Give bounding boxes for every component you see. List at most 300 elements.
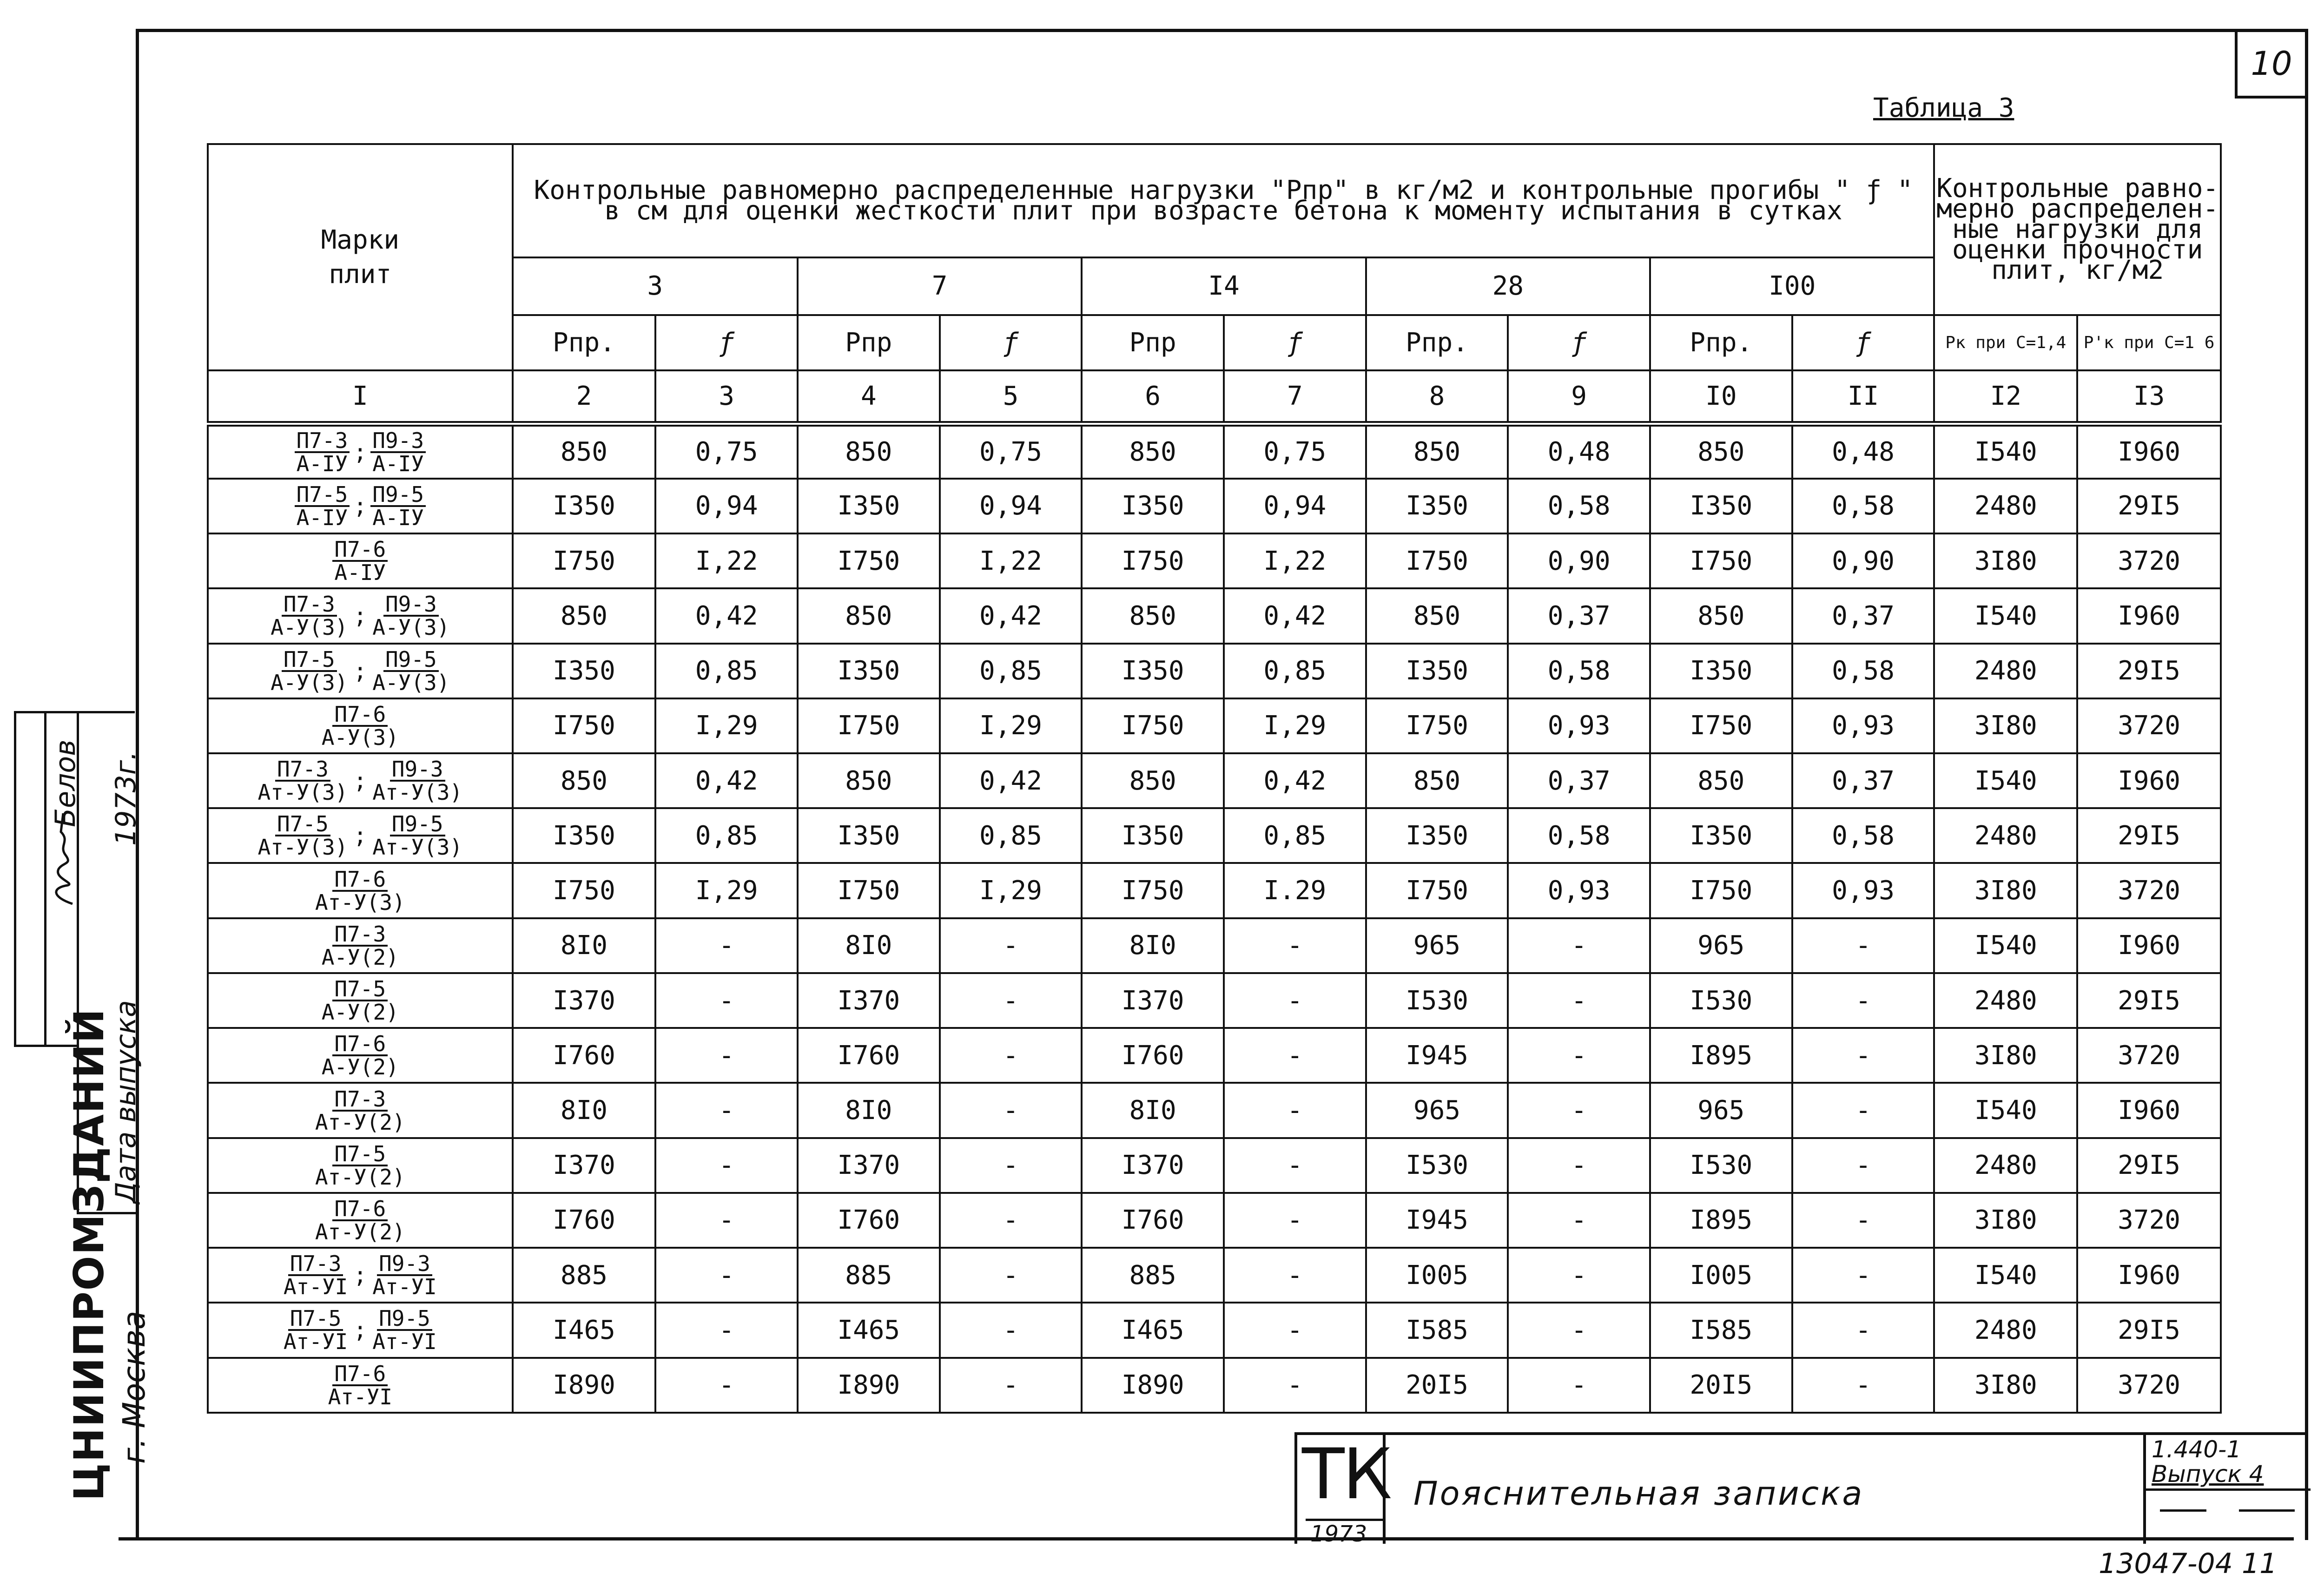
slab-mark-steel: А-У(2)	[321, 1000, 399, 1025]
load-value: I960	[2077, 918, 2221, 973]
deflection-header: ƒ	[940, 315, 1082, 370]
mark-separator: ;	[353, 603, 367, 629]
load-header: Pпр.	[1366, 315, 1508, 370]
deflection-header: ƒ	[1792, 315, 1934, 370]
slab-mark	[313, 1088, 407, 1133]
load-value: 29I5	[2077, 1303, 2221, 1357]
slab-mark-type: П7-3	[332, 923, 388, 947]
load-value: 3720	[2077, 863, 2221, 918]
load-value: 965	[1650, 918, 1792, 973]
table-row	[208, 533, 2221, 588]
table-row	[208, 918, 2221, 973]
load-value: I370	[798, 1138, 940, 1193]
age-header: I00	[1650, 257, 1934, 315]
stiffness-header: Контрольные равномерно распределенные нагрузки "Рпр" в кг/м2 и контрольные прогибы " ƒ " в см для оценки жесткости плит при возрасте бетона к моменту испытания в сутках	[513, 144, 1934, 257]
deflection-value: I,29	[940, 863, 1082, 918]
deflection-value: -	[1792, 1248, 1934, 1303]
stamp-border	[44, 711, 46, 1046]
slab-marks-cell	[208, 1303, 513, 1357]
slab-mark-steel: Ат-УI	[328, 1384, 393, 1409]
slab-marks-cell	[208, 808, 513, 863]
load-value: I540	[1934, 588, 2077, 643]
load-value: I895	[1650, 1193, 1792, 1248]
load-value: 3720	[2077, 1028, 2221, 1083]
slab-mark	[295, 481, 350, 530]
slab-mark-type: П7-3	[288, 1253, 343, 1276]
load-value: 3I80	[1934, 1358, 2077, 1413]
deflection-value: -	[655, 1193, 798, 1248]
load-value: 850	[1650, 753, 1792, 808]
table-row	[208, 424, 2221, 479]
load-value: 29I5	[2077, 973, 2221, 1028]
slab-mark-type: П7-5	[275, 813, 330, 836]
slab-marks-cell	[208, 698, 513, 753]
deflection-value: 0,58	[1508, 808, 1650, 863]
slab-mark	[370, 1251, 438, 1300]
load-value: I370	[513, 1138, 656, 1193]
deflection-value: 0,94	[940, 479, 1082, 533]
slab-mark	[256, 813, 350, 858]
load-value: I350	[513, 479, 656, 533]
dash-mark	[2160, 1509, 2206, 1512]
load-value: 20I5	[1650, 1358, 1792, 1413]
slab-mark-type: П7-5	[288, 1308, 343, 1331]
deflection-value: -	[1224, 1028, 1366, 1083]
load-value: I760	[513, 1193, 656, 1248]
table-row	[208, 1248, 2221, 1303]
deflection-value: I,29	[1224, 698, 1366, 753]
deflection-value: -	[1792, 1193, 1934, 1248]
slab-marks-cell	[208, 1083, 513, 1138]
slab-mark-steel: А-У(3)	[372, 670, 450, 695]
deflection-value: 0,58	[1792, 479, 1934, 533]
load-value: 3I80	[1934, 533, 2077, 588]
load-value: 850	[513, 753, 656, 808]
load-value: I960	[2077, 1248, 2221, 1303]
deflection-value: 0,58	[1508, 479, 1650, 533]
load-value: 8I0	[513, 918, 656, 973]
slab-mark-type: П7-6	[332, 704, 388, 727]
column-number: I3	[2077, 370, 2221, 423]
deflection-value: -	[940, 1028, 1082, 1083]
column-number: 2	[513, 370, 656, 423]
series-code: 1.440-1	[2152, 1436, 2241, 1463]
mark-separator: ;	[353, 768, 367, 794]
load-value: 885	[513, 1248, 656, 1303]
load-value: I760	[1082, 1193, 1224, 1248]
deflection-value: -	[940, 1138, 1082, 1193]
column-number: 9	[1508, 370, 1650, 423]
slab-mark-steel: А-IУ	[296, 451, 348, 476]
slab-mark-steel: А-IУ	[296, 505, 348, 530]
load-value: 885	[798, 1248, 940, 1303]
load-value: 850	[1366, 588, 1508, 643]
load-value: I540	[1934, 918, 2077, 973]
deflection-value: -	[940, 973, 1082, 1028]
load-value: I890	[798, 1358, 940, 1413]
load-value: I350	[798, 479, 940, 533]
load-header: Pпр.	[513, 315, 656, 370]
deflection-value: -	[1224, 1248, 1366, 1303]
slab-marks-cell	[208, 1248, 513, 1303]
city: г. Москва	[116, 1310, 152, 1464]
deflection-value: -	[940, 1248, 1082, 1303]
slab-marks-cell	[208, 973, 513, 1028]
load-value: 8I0	[1082, 918, 1224, 973]
load-value: I895	[1650, 1028, 1792, 1083]
load-header: Pпр	[798, 315, 940, 370]
load-value: 2480	[1934, 973, 2077, 1028]
slab-marks-cell	[208, 588, 513, 643]
slab-mark	[313, 1143, 407, 1188]
load-value: 850	[1650, 424, 1792, 479]
deflection-header: ƒ	[1224, 315, 1366, 370]
deflection-value: 0,58	[1792, 808, 1934, 863]
load-value: 8I0	[798, 1083, 940, 1138]
load-value: 965	[1366, 918, 1508, 973]
slab-mark-steel: Ат-У(3)	[257, 780, 348, 805]
deflection-value: -	[1224, 1358, 1366, 1413]
table-row	[208, 1358, 2221, 1413]
slab-mark-steel: А-IУ	[372, 451, 424, 476]
mark-separator: ;	[353, 1262, 367, 1289]
deflection-header: ƒ	[1508, 315, 1650, 370]
strength-header: Контрольные равно- мерно распределен- ные нагрузки для оценки прочности плит, кг/м2	[1934, 144, 2221, 315]
load-value: 8I0	[798, 918, 940, 973]
age-header: 28	[1366, 257, 1650, 315]
deflection-value: -	[655, 1083, 798, 1138]
deflection-value: 0,85	[655, 644, 798, 698]
column-number: I0	[1650, 370, 1792, 423]
deflection-value: -	[655, 918, 798, 973]
deflection-value: 0,42	[1224, 753, 1366, 808]
load-value: I530	[1650, 973, 1792, 1028]
slab-marks-cell	[208, 918, 513, 973]
load-value: I005	[1650, 1248, 1792, 1303]
deflection-value: 0,94	[1224, 479, 1366, 533]
deflection-value: 0,42	[655, 588, 798, 643]
slab-mark-type: П7-5	[295, 484, 350, 507]
deflection-value: 0,85	[1224, 644, 1366, 698]
load-value: I760	[1082, 1028, 1224, 1083]
slab-mark	[269, 646, 350, 695]
deflection-value: -	[1224, 1303, 1366, 1357]
load-value: I960	[2077, 753, 2221, 808]
slab-mark	[370, 1306, 438, 1355]
deflection-value: -	[1792, 918, 1934, 973]
slab-marks-cell	[208, 1358, 513, 1413]
slab-mark	[370, 813, 464, 858]
table-title: Таблица 3	[1873, 93, 2014, 123]
load-value: 850	[1366, 753, 1508, 808]
slab-mark-type: П9-5	[370, 484, 426, 507]
slab-mark-steel: Ат-У(3)	[257, 835, 348, 860]
slab-mark-type: П9-5	[377, 1308, 432, 1331]
load-value: I350	[1366, 644, 1508, 698]
table-row	[208, 1193, 2221, 1248]
slab-mark-type: П9-5	[383, 649, 439, 672]
deflection-value: 0,75	[940, 424, 1082, 479]
deflection-value: -	[1508, 973, 1650, 1028]
slab-mark	[370, 758, 464, 803]
load-value: 8I0	[1082, 1083, 1224, 1138]
dash-mark	[2239, 1509, 2295, 1512]
load-value: 850	[513, 424, 656, 479]
slab-mark	[256, 758, 350, 803]
load-value: I350	[798, 644, 940, 698]
load-value: I350	[1650, 808, 1792, 863]
load-value: 8I0	[513, 1083, 656, 1138]
deflection-value: 0,42	[940, 753, 1082, 808]
table-row	[208, 1083, 2221, 1138]
slab-mark-steel: Ат-УI	[372, 1274, 437, 1300]
load-value: I540	[1934, 1083, 2077, 1138]
table-row	[208, 973, 2221, 1028]
stamp-year: 1973г.	[110, 751, 142, 846]
load-header: Pпр.	[1650, 315, 1792, 370]
load-value: I465	[1082, 1303, 1224, 1357]
load-value: I750	[513, 533, 656, 588]
column-number: II	[1792, 370, 1934, 423]
load-value: I750	[798, 863, 940, 918]
tk-box	[1297, 1434, 1391, 1547]
load-value: I350	[513, 808, 656, 863]
slab-mark-steel: Ат-У(2)	[315, 1219, 405, 1244]
deflection-value: I,22	[1224, 533, 1366, 588]
slab-mark	[282, 1306, 350, 1355]
age-header: 7	[798, 257, 1082, 315]
deflection-value: I,29	[655, 698, 798, 753]
load-value: I540	[1934, 1248, 2077, 1303]
archive-number: 13047-04 11	[2099, 1547, 2278, 1580]
table-row	[208, 1138, 2221, 1193]
slab-mark-type: П7-5	[282, 649, 337, 672]
load-value: I750	[1366, 863, 1508, 918]
slab-mark-steel: А-У(3)	[271, 670, 348, 695]
deflection-value: -	[1508, 1248, 1650, 1303]
slab-mark	[320, 923, 401, 968]
slab-mark-steel: А-У(3)	[321, 724, 399, 750]
slab-mark-type: П9-3	[377, 1253, 432, 1276]
deflection-value: -	[940, 1358, 1082, 1413]
slab-marks-cell	[208, 753, 513, 808]
deflection-value: -	[940, 1083, 1082, 1138]
load-value: I750	[1366, 533, 1508, 588]
slab-mark-steel: Ат-У(3)	[315, 889, 405, 915]
slab-mark-type: П9-5	[390, 813, 445, 836]
column-number: I	[208, 370, 513, 423]
slab-mark-type: П7-5	[332, 1143, 388, 1166]
load-value: I960	[2077, 1083, 2221, 1138]
tk-logo: ТК	[1302, 1434, 1391, 1515]
deflection-value: -	[655, 1138, 798, 1193]
load-value: 2480	[1934, 644, 2077, 698]
load-value: 2480	[1934, 479, 2077, 533]
deflection-value: 0,58	[1792, 644, 1934, 698]
table-body	[208, 424, 2221, 1413]
sheet-number: 10	[2235, 29, 2308, 99]
deflection-value: -	[1508, 1028, 1650, 1083]
deflection-value: 0,75	[655, 424, 798, 479]
load-value: 3720	[2077, 698, 2221, 753]
deflection-value: 0,48	[1792, 424, 1934, 479]
slab-mark	[370, 430, 426, 474]
slab-mark-type: П9-3	[383, 593, 439, 617]
load-value: I370	[798, 973, 940, 1028]
slab-marks-cell	[208, 479, 513, 533]
load-value: I750	[1650, 863, 1792, 918]
deflection-value: 0,75	[1224, 424, 1366, 479]
load-value: 3720	[2077, 1193, 2221, 1248]
title-block	[1294, 1432, 2308, 1547]
deflection-value: -	[1508, 1193, 1650, 1248]
load-value: 3720	[2077, 533, 2221, 588]
deflection-value: -	[655, 1028, 798, 1083]
deflection-value: 0,94	[655, 479, 798, 533]
deflection-value: -	[1224, 918, 1366, 973]
load-value: 20I5	[1366, 1358, 1508, 1413]
slab-marks-cell	[208, 533, 513, 588]
deflection-value: I.29	[1224, 863, 1366, 918]
load-value: I750	[1082, 533, 1224, 588]
deflection-value: I,29	[655, 863, 798, 918]
deflection-value: -	[1508, 1138, 1650, 1193]
mark-separator: ;	[353, 1317, 367, 1343]
deflection-value: -	[655, 1358, 798, 1413]
load-value: I760	[798, 1028, 940, 1083]
slab-mark-type: П7-6	[332, 1033, 388, 1056]
deflection-value: -	[655, 1303, 798, 1357]
deflection-value: 0,93	[1508, 698, 1650, 753]
load-value: I465	[798, 1303, 940, 1357]
stamp-surname: Белов	[49, 739, 82, 827]
load-value: 29I5	[2077, 808, 2221, 863]
load-value: 850	[798, 753, 940, 808]
document-title: Пояснительная записка	[1413, 1475, 1864, 1513]
slab-mark	[313, 1198, 407, 1243]
deflection-value: -	[1224, 1083, 1366, 1138]
slab-mark	[282, 1251, 350, 1300]
deflection-value: 0,37	[1508, 588, 1650, 643]
load-value: I750	[1082, 698, 1224, 753]
mark-separator: ;	[353, 658, 367, 684]
load-value: 3I80	[1934, 1028, 2077, 1083]
release-date-label: Дата выпуска	[110, 1000, 142, 1204]
deflection-value: -	[1508, 1358, 1650, 1413]
load-value: I540	[1934, 424, 2077, 479]
deflection-value: -	[1792, 1138, 1934, 1193]
deflection-value: 0,85	[940, 808, 1082, 863]
load-value: 2480	[1934, 1303, 2077, 1357]
deflection-value: -	[1792, 1083, 1934, 1138]
load-value: 2480	[1934, 808, 2077, 863]
stamp-border	[14, 711, 16, 1046]
load-value: 850	[513, 588, 656, 643]
deflection-value: 0,85	[940, 644, 1082, 698]
slab-mark-type: П7-6	[332, 1363, 388, 1386]
load-value: 850	[1650, 588, 1792, 643]
slab-mark-steel: Ат-У(2)	[315, 1109, 405, 1135]
slab-marks-cell	[208, 1193, 513, 1248]
load-value: 29I5	[2077, 479, 2221, 533]
table-row	[208, 753, 2221, 808]
load-value: I370	[513, 973, 656, 1028]
column-number-row	[208, 370, 2221, 423]
slab-mark-steel: А-У(2)	[321, 1054, 399, 1080]
load-value: 850	[1366, 424, 1508, 479]
deflection-value: -	[1508, 1303, 1650, 1357]
deflection-value: 0,93	[1792, 698, 1934, 753]
load-value: I350	[798, 808, 940, 863]
slab-mark	[370, 481, 426, 530]
load-value: 29I5	[2077, 644, 2221, 698]
load-value: I760	[513, 1028, 656, 1083]
load-value: I585	[1650, 1303, 1792, 1357]
column-number: 7	[1224, 370, 1366, 423]
slab-mark-type: П7-5	[332, 978, 388, 1001]
deflection-value: -	[940, 1303, 1082, 1357]
slab-mark-type: П9-3	[390, 758, 445, 782]
slab-mark-steel: Ат-У(3)	[372, 835, 463, 860]
table-row	[208, 863, 2221, 918]
load-value: I750	[1366, 698, 1508, 753]
deflection-value: -	[940, 1193, 1082, 1248]
slab-mark-type: П7-6	[332, 1198, 388, 1221]
slab-mark	[370, 593, 451, 638]
slab-mark-type: П7-3	[295, 430, 350, 453]
slab-marks-cell	[208, 1028, 513, 1083]
deflection-value: -	[1792, 1303, 1934, 1357]
deflection-value: I,22	[655, 533, 798, 588]
slab-mark-steel: А-У(2)	[321, 944, 399, 970]
slab-mark-steel: А-IУ	[334, 560, 386, 586]
table-row	[208, 1028, 2221, 1083]
slab-mark-type: П7-3	[332, 1088, 388, 1112]
mark-separator: ;	[353, 823, 367, 849]
load-value: I350	[1650, 644, 1792, 698]
mark-separator: ;	[353, 493, 367, 519]
marks-header: Марки плит	[208, 144, 513, 370]
load-value: I750	[798, 698, 940, 753]
slab-mark-steel: Ат-УI	[372, 1329, 437, 1355]
load-value: I350	[1082, 644, 1224, 698]
load-value: 850	[1082, 753, 1224, 808]
slab-mark-steel: Ат-У(3)	[372, 780, 463, 805]
load-value: 850	[798, 588, 940, 643]
deflection-value: 0,37	[1792, 588, 1934, 643]
slab-mark	[320, 978, 401, 1023]
deflection-value: 0,90	[1792, 533, 1934, 588]
load-value: 3720	[2077, 1358, 2221, 1413]
load-value: I370	[1082, 1138, 1224, 1193]
slab-mark-type: П7-3	[282, 593, 337, 617]
deflection-value: 0,42	[1224, 588, 1366, 643]
loads-table	[207, 143, 2222, 1414]
deflection-value: -	[1224, 973, 1366, 1028]
column-number: 4	[798, 370, 940, 423]
tk-year: 1973	[1306, 1519, 1385, 1547]
slab-mark	[332, 537, 388, 586]
load-value: I350	[1650, 479, 1792, 533]
column-number: 8	[1366, 370, 1508, 423]
table-row	[208, 1303, 2221, 1357]
load-value: I760	[798, 1193, 940, 1248]
load-value: I750	[513, 698, 656, 753]
load-value: I750	[513, 863, 656, 918]
stamp-border	[14, 711, 135, 713]
column-number: I2	[1934, 370, 2077, 423]
load-value: I945	[1366, 1028, 1508, 1083]
